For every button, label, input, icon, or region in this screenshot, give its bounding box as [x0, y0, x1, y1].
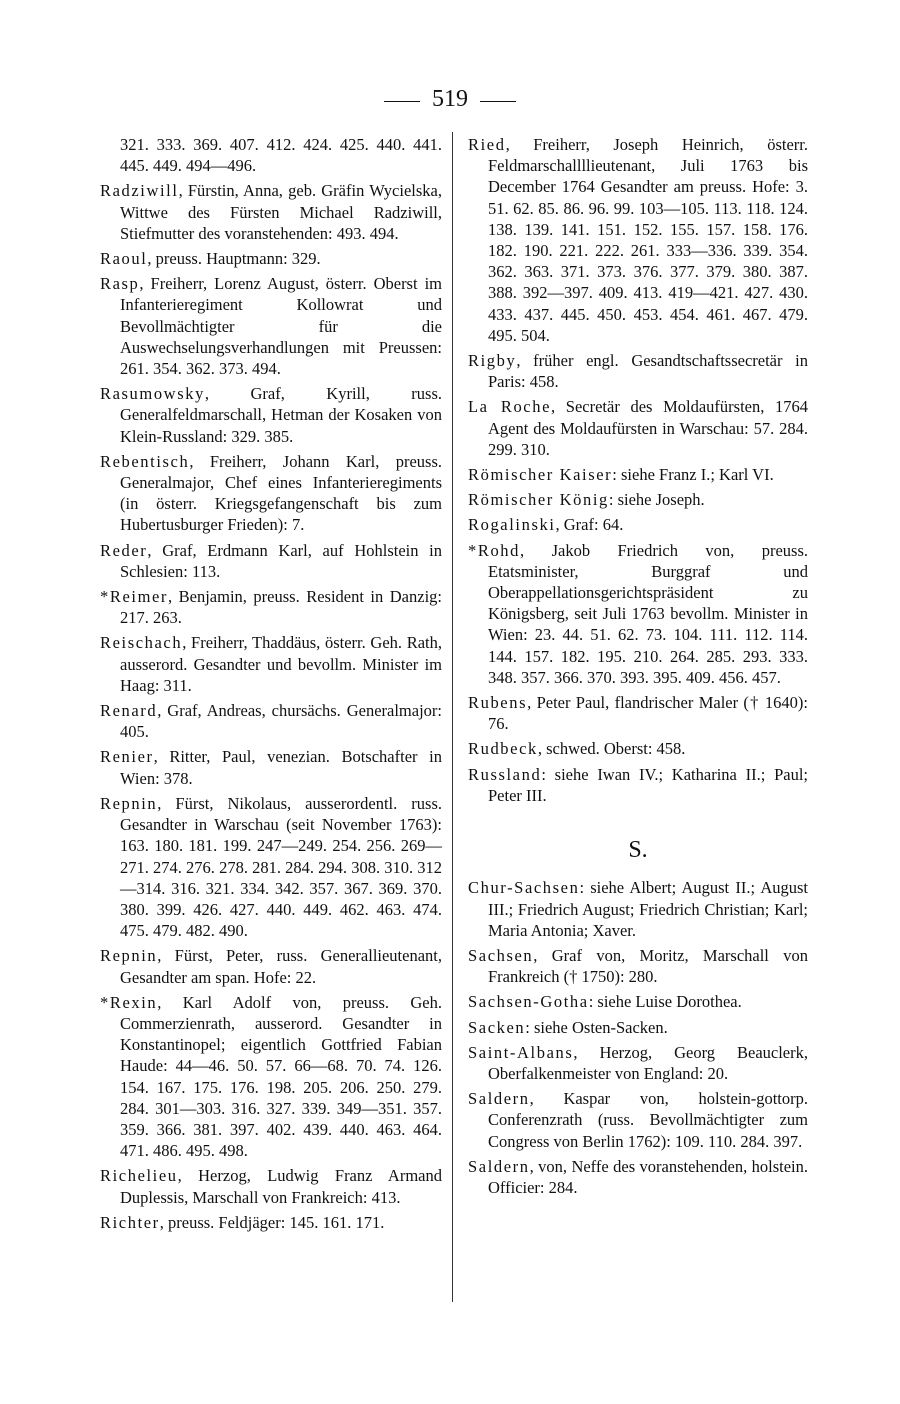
- index-entry: [468, 945, 808, 987]
- index-entry: [468, 991, 808, 1012]
- right-column-s-entries: [468, 877, 808, 1198]
- right-column: [468, 134, 808, 1202]
- entry-headword: Ried: [468, 135, 506, 154]
- index-entry: [468, 134, 808, 346]
- entry-text: : siehe Luise Dorothea.: [588, 992, 742, 1012]
- index-entry: [100, 1165, 442, 1207]
- index-entry: [468, 514, 808, 535]
- column-divider: [452, 132, 453, 1302]
- header-rule-right: [480, 101, 516, 102]
- index-entry: [100, 383, 442, 447]
- entry-headword: Repnin: [100, 946, 158, 966]
- index-entry: [100, 586, 442, 628]
- index-entry: [468, 1042, 808, 1084]
- entry-headword: Römischer König: [468, 490, 609, 510]
- index-entry: [100, 248, 442, 269]
- entry-headword: Repnin: [100, 793, 158, 813]
- entry-text: , preuss. Hauptmann: 329.: [147, 249, 321, 269]
- entry-text: , Karl Adolf von, preuss. Geh. Commerzienrath, ausserord. Gesandter in Konstantinopel; eigentlich Gottfried Fabian Haude: 44—46. 50. 57. 66—68. 70. 74. 126. 154. 167. 175. 176. 198. 205. 206. 250. 279. 284. 301—303. 316. 327. 339. 349—351. 357. 359. 366. 381. 397. 402. 439. 440. 463. 464. 471. 486. 495. 498.: [120, 992, 442, 1161]
- index-entry: [100, 992, 442, 1162]
- entry-text: , schwed. Oberst: 458.: [537, 739, 686, 759]
- entry-headword: Saint-Albans: [468, 1042, 574, 1062]
- entry-text: : siehe Albert; August II.; August III.; Friedrich August; Friedrich Christian; Karl; Maria Antonia; Xaver.: [488, 878, 808, 940]
- entry-headword: Rebentisch: [100, 451, 190, 471]
- index-entry: [100, 180, 442, 244]
- entry-headword: Rogalinski: [468, 515, 556, 535]
- entry-text: , Graf, Andreas, chursächs. Generalmajor: 405.: [120, 701, 442, 742]
- entry-headword: Saldern: [468, 1156, 530, 1176]
- entry-headword: Rigby: [468, 351, 517, 371]
- index-entry: [468, 540, 808, 688]
- entry-text: , Kaspar von, holstein-gottorp. Conferenzrath (russ. Bevollmächtigter zum Congress von Berlin 1762): 109. 110. 284. 397.: [488, 1089, 808, 1151]
- entry-headword: Sacken: [468, 1017, 526, 1037]
- entry-text: : siehe Franz I.; Karl VI.: [612, 465, 774, 485]
- entry-text: : siehe Osten-Sacken.: [525, 1017, 668, 1037]
- entry-text: 321. 333. 369. 407. 412. 424. 425. 440. 441. 445. 449. 494—496.: [120, 135, 442, 176]
- entry-text: , Fürstin, Anna, geb. Gräfin Wycielska, Wittwe des Fürsten Michael Radziwill, Stiefmutter des voranstehenden: 493. 494.: [120, 181, 442, 243]
- entry-text: , Ritter, Paul, venezian. Botschafter in Wien: 378.: [120, 747, 442, 788]
- index-entry: [100, 700, 442, 742]
- entry-headword: Richelieu: [100, 1166, 178, 1186]
- index-entry: [468, 1088, 808, 1152]
- entry-headword: Reischach: [100, 633, 183, 653]
- left-column: [100, 134, 442, 1237]
- entry-text: , Peter Paul, flandrischer Maler († 1640): 76.: [488, 693, 808, 734]
- entry-text: , von, Neffe des voranstehenden, holstein. Officier: 284.: [488, 1156, 808, 1197]
- entry-text: , Graf, Erdmann Karl, auf Hohlstein in Schlesien: 113.: [120, 540, 442, 581]
- entry-headword: La Roche: [468, 397, 551, 417]
- entry-headword: Raoul: [100, 249, 148, 269]
- entry-text: , Herzog, Ludwig Franz Armand Duplessis, Marschall von Frankreich: 413.: [120, 1166, 442, 1207]
- entry-headword: Radziwill: [100, 181, 179, 201]
- page-number: 519: [432, 86, 468, 112]
- entry-headword: Chur-Sachsen: [468, 878, 580, 898]
- page-header: [0, 86, 900, 113]
- index-entry: [100, 632, 442, 696]
- entry-text: , Graf, Kyrill, russ. Generalfeldmarschall, Hetman der Kosaken von Klein-Russland: 329. 385.: [120, 384, 442, 446]
- entry-headword: Rasumowsky: [100, 384, 205, 404]
- index-entry: [468, 877, 808, 941]
- entry-headword: *Rexin: [100, 992, 158, 1012]
- entry-text: , Jakob Friedrich von, preuss. Etatsminister, Burggraf und Oberappellationsgerichtspräsident zu Königsberg, seit Juli 1763 bevollm. Minister in Wien: 23. 44. 51. 62. 73. 104. 111. 112. 114. 144. 157. 182. 195. 210. 264. 285. 293. 333. 348. 357. 366. 370. 393. 395. 409. 456. 457.: [488, 540, 808, 687]
- entry-text: , Herzog, Georg Beauclerk, Oberfalkenmeister von England: 20.: [488, 1042, 808, 1083]
- index-entry: [468, 738, 808, 759]
- index-entry: [100, 451, 442, 536]
- index-entry: [100, 746, 442, 788]
- entry-text: , Graf von, Moritz, Marschall von Frankreich († 1750): 280.: [488, 945, 808, 987]
- entry-text: , Freiherr, Thaddäus, österr. Geh. Rath, ausserord. Gesandter und bevollm. Minister im Haag: 311.: [120, 633, 442, 695]
- entry-headword: Römischer Kaiser: [468, 465, 613, 485]
- entry-headword: *Rohd: [468, 540, 521, 560]
- index-entry: [468, 464, 808, 485]
- entry-text: , Secretär des Moldaufürsten, 1764 Agent des Moldaufürsten in Warschau: 57. 284. 299. 310.: [488, 397, 808, 459]
- entry-headword: Rasp: [100, 274, 140, 294]
- index-entry: [100, 793, 442, 941]
- index-entry: [468, 1017, 808, 1038]
- index-entry: [468, 396, 808, 460]
- entry-text: , Benjamin, preuss. Resident in Danzig: 217. 263.: [120, 587, 442, 628]
- index-entry: [100, 134, 442, 176]
- entry-text: , Freiherr, Lorenz August, österr. Oberst im Infanterieregiment Kollowrat und Bevollmächtigter für die Auswechselungsverhandlungen mit Preussen: 261. 354. 362. 373. 494.: [120, 274, 442, 379]
- entry-headword: Russland: [468, 764, 542, 784]
- index-entry: [468, 350, 808, 392]
- entry-text: : siehe Iwan IV.; Katharina II.; Paul; Peter III.: [488, 764, 808, 805]
- entry-text: , Freiherr, Joseph Heinrich, österr. Feldmarschallllieutenant, Juli 1763 bis December 1764 Gesandter am preuss. Hofe: 3. 51. 62. 85. 86. 96. 99. 103—105. 113. 118. 124. 138. 139. 141. 151. 152. 155. 157. 158. 176. 182. 190. 221. 222. 261. 333—336. 339. 354. 362. 363. 371. 373. 376. 377. 379. 380. 387. 388. 392—397. 409. 413. 419—421. 427. 430. 433. 437. 445. 450. 453. 454. 461. 467. 479. 495. 504.: [488, 135, 808, 345]
- entry-headword: Richter: [100, 1212, 160, 1232]
- entry-headword: Rubens: [468, 693, 528, 713]
- index-entry: [468, 764, 808, 806]
- section-letter: S.: [628, 837, 648, 864]
- entry-text: , Fürst, Nikolaus, ausserordentl. russ. Gesandter in Warschau (seit November 1763): 163. 180. 181. 199. 247—249. 254. 256. 269—271. 274. 276. 278. 281. 284. 294. 308. 310. 312—314. 316. 321. 334. 342. 357. 367. 369. 370. 380. 399. 426. 427. 440. 449. 462. 463. 474. 475. 479. 482. 490.: [120, 793, 442, 941]
- entry-headword: Renier: [100, 747, 154, 767]
- entry-headword: Sachsen: [468, 945, 534, 965]
- entry-headword: Rudbeck: [468, 739, 538, 759]
- header-rule-left: [384, 101, 420, 102]
- entry-headword: *Reimer: [100, 587, 169, 607]
- index-entry: [100, 945, 442, 987]
- index-entry: [468, 489, 808, 510]
- entry-text: : siehe Joseph.: [608, 490, 705, 510]
- entry-headword: Sachsen-Gotha: [468, 992, 589, 1012]
- entry-headword: Renard: [100, 701, 158, 721]
- index-entry: [100, 540, 442, 582]
- entry-text: , preuss. Feldjäger: 145. 161. 171.: [159, 1212, 385, 1232]
- index-entry: [100, 273, 442, 379]
- entry-text: , Graf: 64.: [555, 515, 624, 535]
- entry-text: , Fürst, Peter, russ. Generallieutenant, Gesandter am span. Hofe: 22.: [120, 946, 442, 987]
- entry-text: , früher engl. Gesandtschaftssecretär in Paris: 458.: [488, 351, 808, 392]
- index-entry: [468, 692, 808, 734]
- entry-text: , Freiherr, Johann Karl, preuss. Generalmajor, Chef eines Infanterieregiments (in österr. Kriegsgefangenschaft bis zum Hubertusburger Frieden): 7.: [120, 451, 442, 535]
- entry-headword: Saldern: [468, 1089, 530, 1109]
- entry-headword: Reder: [100, 540, 148, 560]
- right-column-r-entries: [468, 134, 808, 806]
- index-entry: [468, 1156, 808, 1198]
- index-entry: [100, 1212, 442, 1233]
